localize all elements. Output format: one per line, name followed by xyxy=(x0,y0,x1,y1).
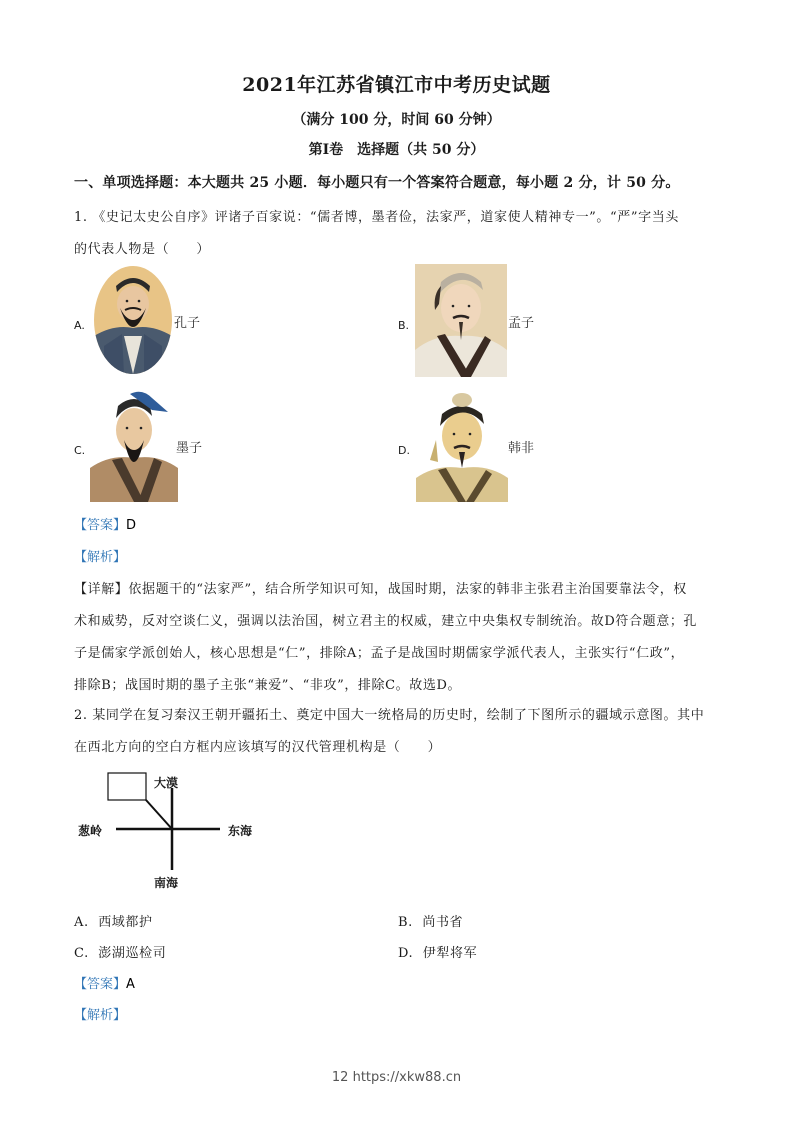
q1-option-b xyxy=(398,314,409,333)
q1-stem-line2: 的代表人物是（ ） xyxy=(74,242,211,257)
q2-analysis-label: 【解析】 xyxy=(74,1008,127,1023)
q1-detail-line1 xyxy=(74,578,687,597)
section-heading: 一、单项选择题：本大题共 25 小题．每小题只有一个答案符合题意，每小题 2 分，计 50 分。 xyxy=(74,175,680,191)
q2-option-c xyxy=(74,942,166,961)
option-label: 韩非 xyxy=(508,441,535,456)
option-text: 西域都护 xyxy=(98,915,153,930)
q2-stem-line1: 2. 某同学在复习秦汉王朝开疆拓土、奠定中国大一统格局的历史时，绘制了下图所示的疆域示意图。其中 xyxy=(74,708,705,723)
option-label: 孟子 xyxy=(508,316,535,331)
option-label: 墨子 xyxy=(176,441,203,456)
q2-option-d xyxy=(398,942,477,961)
map-label-east: 东海 xyxy=(228,824,253,838)
option-letter: D. xyxy=(398,444,410,457)
map-label-south: 南海 xyxy=(154,876,179,890)
q1-option-c xyxy=(74,439,85,458)
option-letter: A. xyxy=(74,915,89,930)
q1-option-d xyxy=(398,439,410,458)
mencius-portrait xyxy=(415,264,507,377)
hanfei-portrait xyxy=(416,390,508,502)
q2-answer xyxy=(74,973,135,992)
q1-analysis-label: 【解析】 xyxy=(74,550,127,565)
q2-option-b xyxy=(398,911,463,930)
blank-box xyxy=(108,773,146,800)
part-heading: 第Ⅰ卷 选择题（共 50 分） xyxy=(308,142,485,158)
mozi-portrait xyxy=(90,388,178,502)
detail-label: 【详解】 xyxy=(74,582,129,597)
q1-detail-line2: 术和威势，反对空谈仁义，强调以法治国，树立君主的权威，建立中央集权专制统治。故D符合题意；孔 xyxy=(74,614,698,629)
q2-stem-line2: 在西北方向的空白方框内应该填写的汉代管理机构是（ ） xyxy=(74,740,442,755)
option-letter: B. xyxy=(398,319,410,332)
answer-value: D xyxy=(126,518,137,533)
territory-map-diagram xyxy=(74,770,274,895)
detail-text: 依据题干的“法家严”，结合所学知识可知，战国时期，法家的韩非主张君主治国要靠法令，权 xyxy=(128,582,687,597)
map-label-west: 葱岭 xyxy=(78,824,103,838)
answer-value: A xyxy=(126,977,135,992)
q1-stem-line1: 1. 《史记太史公自序》评诸子百家说：“儒者博，墨者俭，法家严，道家使人精神专一”。“严”字当头 xyxy=(74,210,679,225)
answer-label: 【答案】 xyxy=(74,518,127,533)
q1-detail-line3: 子是儒家学派创始人，核心思想是“仁”，排除A；孟子是战国时期儒家学派代表人，主张实行“仁政”， xyxy=(74,646,685,661)
answer-label: 【答案】 xyxy=(74,977,127,992)
confucius-portrait xyxy=(94,266,172,374)
q1-answer xyxy=(74,514,136,533)
option-letter: C. xyxy=(74,946,89,961)
option-letter: C. xyxy=(74,444,86,457)
q2-option-a xyxy=(74,911,153,930)
option-label: 孔子 xyxy=(174,316,201,331)
option-letter: D. xyxy=(398,946,414,961)
page-title: 2021年江苏省镇江市中考历史试题 xyxy=(242,74,551,96)
option-text: 澎湖巡检司 xyxy=(98,946,167,961)
option-text: 尚书省 xyxy=(422,915,464,930)
page-footer: 12 https://xkw88.cn xyxy=(331,1070,462,1085)
map-label-north: 大漠 xyxy=(154,776,179,790)
option-text: 伊犁将军 xyxy=(422,946,478,961)
option-letter: B. xyxy=(398,915,413,930)
option-letter: A. xyxy=(74,319,85,332)
q1-detail-line4: 排除B；战国时期的墨子主张“兼爱”、“非攻”，排除C。故选D。 xyxy=(74,678,462,693)
exam-info: （满分 100 分，时间 60 分钟） xyxy=(292,112,501,128)
q1-option-a xyxy=(74,314,85,333)
